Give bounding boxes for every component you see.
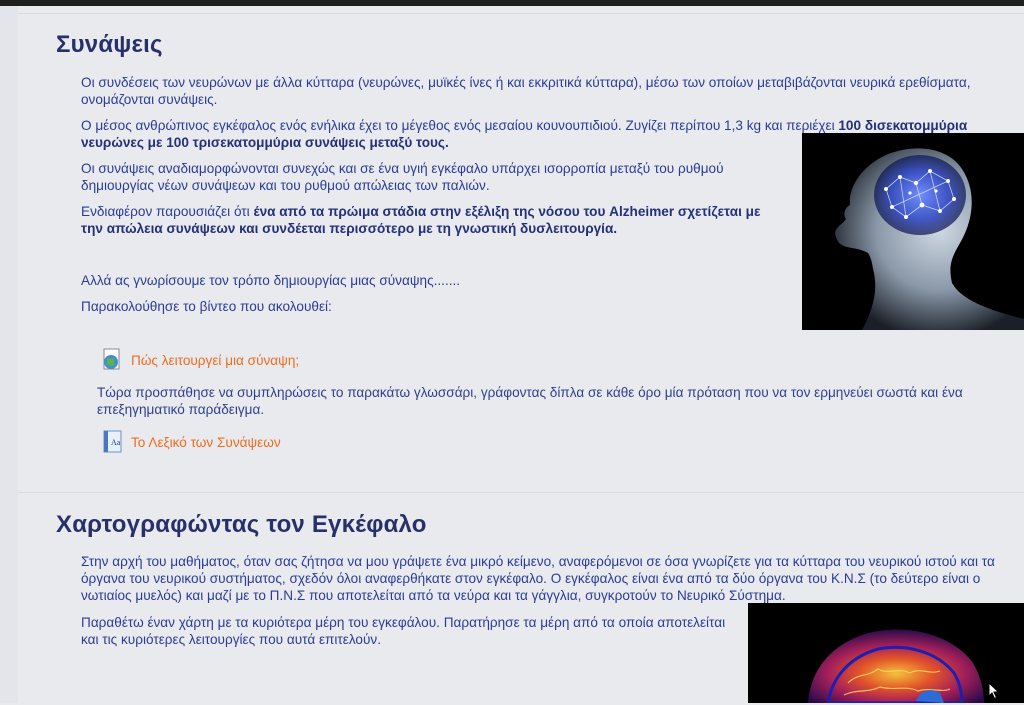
paragraph-synapse-definition: Οι συνδέσεις των νευρώνων με άλλα κύτταρα (νευρώνες, μυϊκές ίνες ή και εκκριτικά κύτταρα), μέσω των οποίων μεταβιβάζονται νευρικά ερεθίσματα, ονομάζονται συνάψεις. — [81, 75, 971, 107]
glossary-instruction: Τώρα προσπάθησε να συμπληρώσεις το παρακάτω γλωσσάρι, γράφοντας δίπλα σε κάθε όρο μία πρόταση που να τον ερμηνεύει σωστά και ένα επεξηγηματικό παράδειγμα. — [97, 385, 963, 417]
glossary-link-label: Το Λεξικό των Συνάψεων — [131, 434, 281, 450]
paragraph-alzheimer-bold: ένα από τα πρώιμα στάδια στην εξέλιξη της νόσου του Alzheimer σχετίζεται με την απώλεια συνάψεων και συνδέεται περισσότερο με τη γνωστική δυσλειτουργία. — [81, 204, 761, 236]
brain-network-image — [802, 133, 1024, 330]
section-divider — [18, 492, 1024, 493]
paragraph-lets-learn: Αλλά ας γνωρίσουμε τον τρόπο δημιουργίας μιας σύναψης....... — [81, 273, 461, 288]
paragraph-synapse-balance: Οι συνάψεις αναδιαμορφώνονται συνεχώς και σε ένα υγιή εγκέφαλο υπάρχει ισορροπία μεταξύ του ρυθμού δημιουργίας νέων συνάψεων και του ρυθμού απώλειας των παλιών. — [81, 161, 724, 193]
svg-text:Aa: Aa — [111, 438, 121, 447]
paragraph-brain-size-bold: 100 δισεκατομμύρια νευρώνες με 100 τρισεκατομμύρια συνάψεις μεταξύ τους. — [81, 118, 968, 150]
video-link-label: Πώς λειτουργεί μια σύναψη; — [131, 352, 300, 368]
paragraph-alzheimer — [81, 203, 781, 237]
brain-mri-image — [748, 603, 1024, 703]
browser-top-bar — [0, 0, 1024, 6]
paragraph-alzheimer-text: Ενδιαφέρον παρουσιάζει ότι — [81, 204, 254, 219]
paragraph-brain-map: Παραθέτω έναν χάρτη με τα κυριότερα μέρη του εγκεφάλου. Παρατήρησε τα μέρη από τα οποία αποτελείται και τις κυριότερες λειτουργίες που αυτά επιτελούν. — [81, 615, 726, 647]
glossary-book-icon — [103, 430, 125, 454]
paragraph-watch-video: Παρακολούθησε το βίντεο που ακολουθεί: — [81, 299, 332, 314]
paragraph-brain-size-text: Ο μέσος ανθρώπινος εγκέφαλος ενός ενήλικα έχει το μέγεθος ενός μεσαίου κουνουπιδιού. Ζυγίζει περίπου 1,3 kg και περιέχει — [81, 118, 839, 133]
video-link[interactable] — [101, 348, 299, 372]
left-margin-strip — [0, 6, 18, 703]
glossary-link[interactable] — [103, 430, 281, 454]
section-title-brain-mapping: Χαρτογραφώντας τον Εγκέφαλο — [56, 511, 427, 538]
section-title-synapses: Συνάψεις — [56, 31, 163, 58]
mouse-cursor-icon — [988, 682, 1000, 705]
paragraph-nervous-system: Στην αρχή του μαθήματος, όταν σας ζήτησα να μου γράψετε ένα μικρό κείμενο, αναφερόμενοι σε όσα γνωρίζετε για τα κύτταρα του νευρικού ιστού και τα όργανα του νευρικού συστήματος, σχεδόν όλοι αναφερθήκατε στον εγκέφαλο. Ο εγκέφαλος είναι ένα από τα δύο όργανα του Κ.Ν.Σ (το δεύτερο είναι ο νωτιαίος μυελός) και μαζί με το Π.Ν.Σ που αποτελείται από τα νεύρα και τα γάγγλια, συγκροτούν το Νευρικό Σύστημα. — [81, 554, 995, 603]
globe-page-icon — [101, 348, 125, 372]
section-divider — [18, 13, 1024, 14]
